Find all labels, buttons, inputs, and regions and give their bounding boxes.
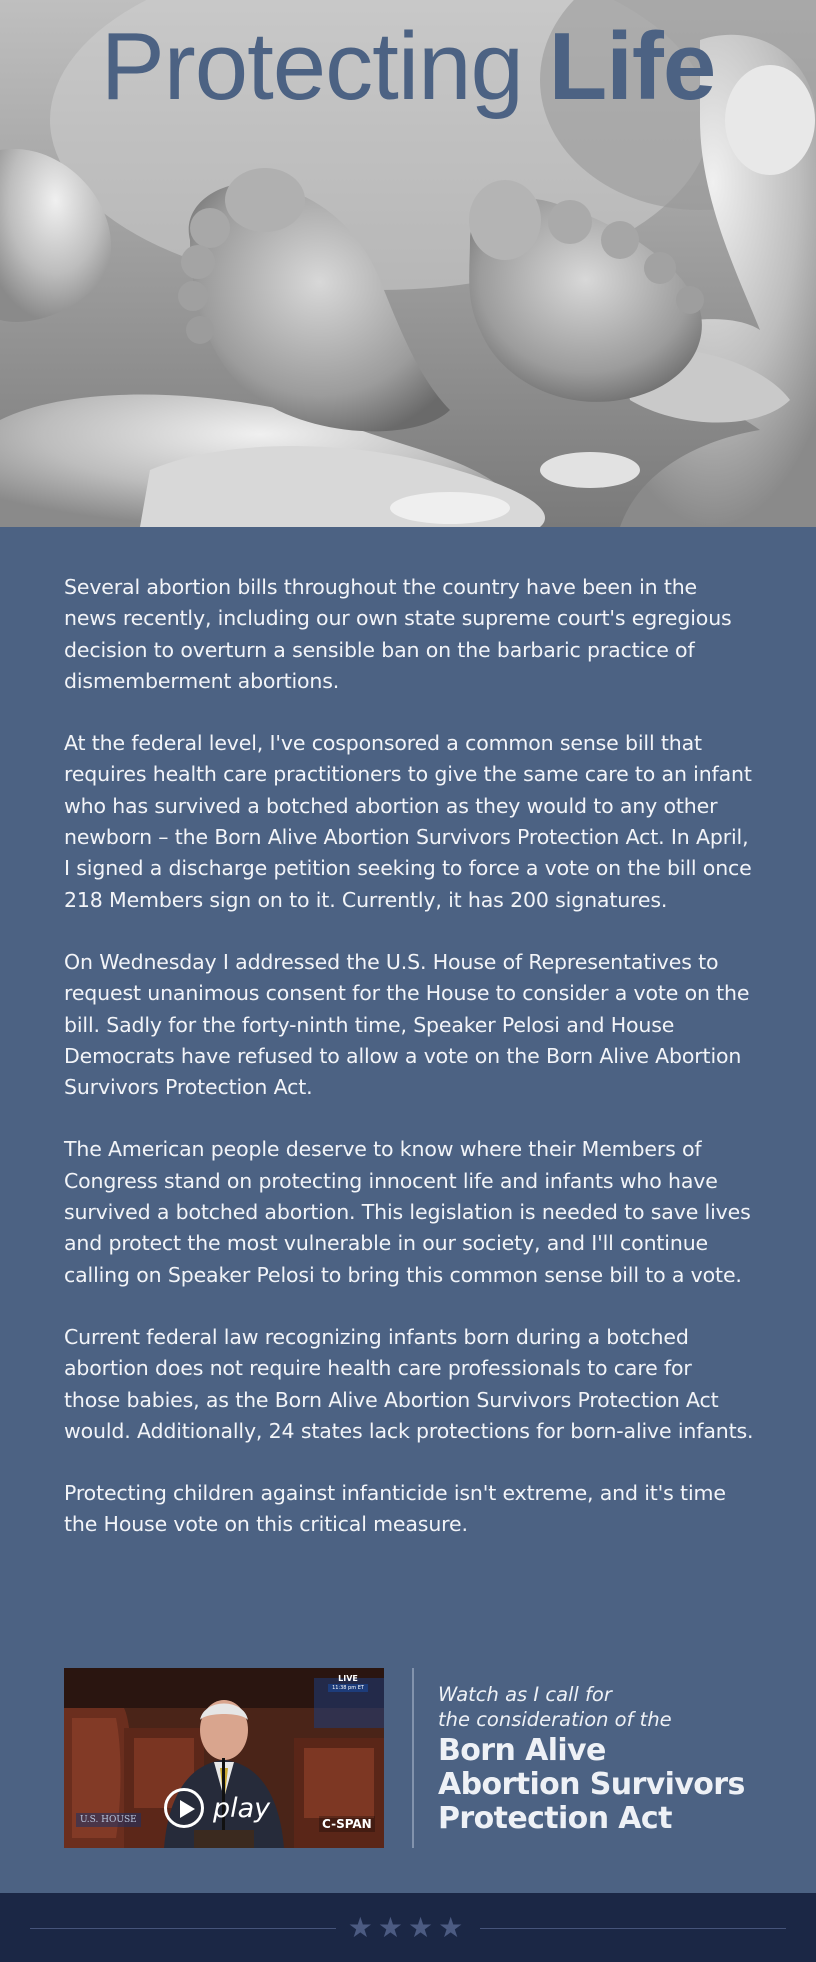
play-button[interactable] xyxy=(164,1785,270,1831)
article-paragraph: The American people deserve to know where their Members of Congress stand on protecting innocent life and infants who have survived a botched abortion. This legislation is needed to save lives and protect the most vulnerable in our society, and I'll continue calling on Speaker Pelosi to bring this common sense bill to a vote. xyxy=(64,1137,751,1287)
page-title xyxy=(0,12,816,122)
play-label[interactable]: play xyxy=(213,1792,271,1824)
star-icon: ★★★★ xyxy=(347,1911,469,1944)
live-badge: LIVE xyxy=(338,1674,358,1683)
article-paragraph: At the federal level, I've cosponsored a common sense bill that requires health care practitioners to give the same care to an infant who has survived a botched abortion as they would to any other newborn – the Born Alive Abortion Survivors Protection Act. In April, I signed a discharge petition seeking to force a vote on the bill once 218 Members sign on to it. Currently, it has 200 signatures. xyxy=(64,731,752,912)
article-body xyxy=(64,572,754,1572)
house-logo: U.S. HOUSE xyxy=(76,1813,141,1827)
footer-rule-right xyxy=(480,1928,786,1929)
article-paragraph: On Wednesday I addressed the U.S. House of Representatives to request unanimous consent for the House to consider a vote on the bill. Sadly for the forty-ninth time, Speaker Pelosi and House Democrats have refused to allow a vote on the Born Alive Abortion Survivors Protection Act. xyxy=(64,949,750,1100)
bill-title-line: Abortion Survivors xyxy=(438,1767,745,1802)
watch-line-2: the consideration of the xyxy=(438,1708,672,1731)
article-paragraph: Protecting children against infanticide isn't extreme, and it's time the House vote on this critical measure. xyxy=(64,1481,726,1537)
video-section xyxy=(64,1668,754,1848)
footer xyxy=(0,1893,816,1962)
article-paragraph: Current federal law recognizing infants born during a botched abortion does not require health care professionals to care for those babies, as the Born Alive Abortion Survivors Protection Act would. Additionally, 24 states lack protections for born-alive infants. xyxy=(64,1324,754,1443)
divider xyxy=(412,1668,414,1848)
watch-line-1: Watch as I call for xyxy=(438,1683,612,1706)
title-bold: Life xyxy=(548,13,716,120)
video-thumbnail[interactable] xyxy=(64,1668,384,1848)
title-light: Protecting xyxy=(100,13,549,120)
footer-rule-left xyxy=(30,1928,336,1929)
watch-caption xyxy=(438,1682,758,1836)
cspan-logo: C-SPAN xyxy=(319,1816,375,1832)
bill-title-line: Born Alive xyxy=(438,1733,606,1768)
bill-title xyxy=(438,1734,758,1836)
article-paragraph: Several abortion bills throughout the country have been in the news recently, including our own state supreme court's egregious decision to overturn a sensible ban on the barbaric practice of dismemberment abortions. xyxy=(64,575,732,693)
live-time: 11:38 pm ET xyxy=(328,1684,368,1692)
hero-banner xyxy=(0,0,816,527)
play-icon[interactable] xyxy=(164,1788,204,1828)
bill-title-line: Protection Act xyxy=(438,1801,672,1836)
